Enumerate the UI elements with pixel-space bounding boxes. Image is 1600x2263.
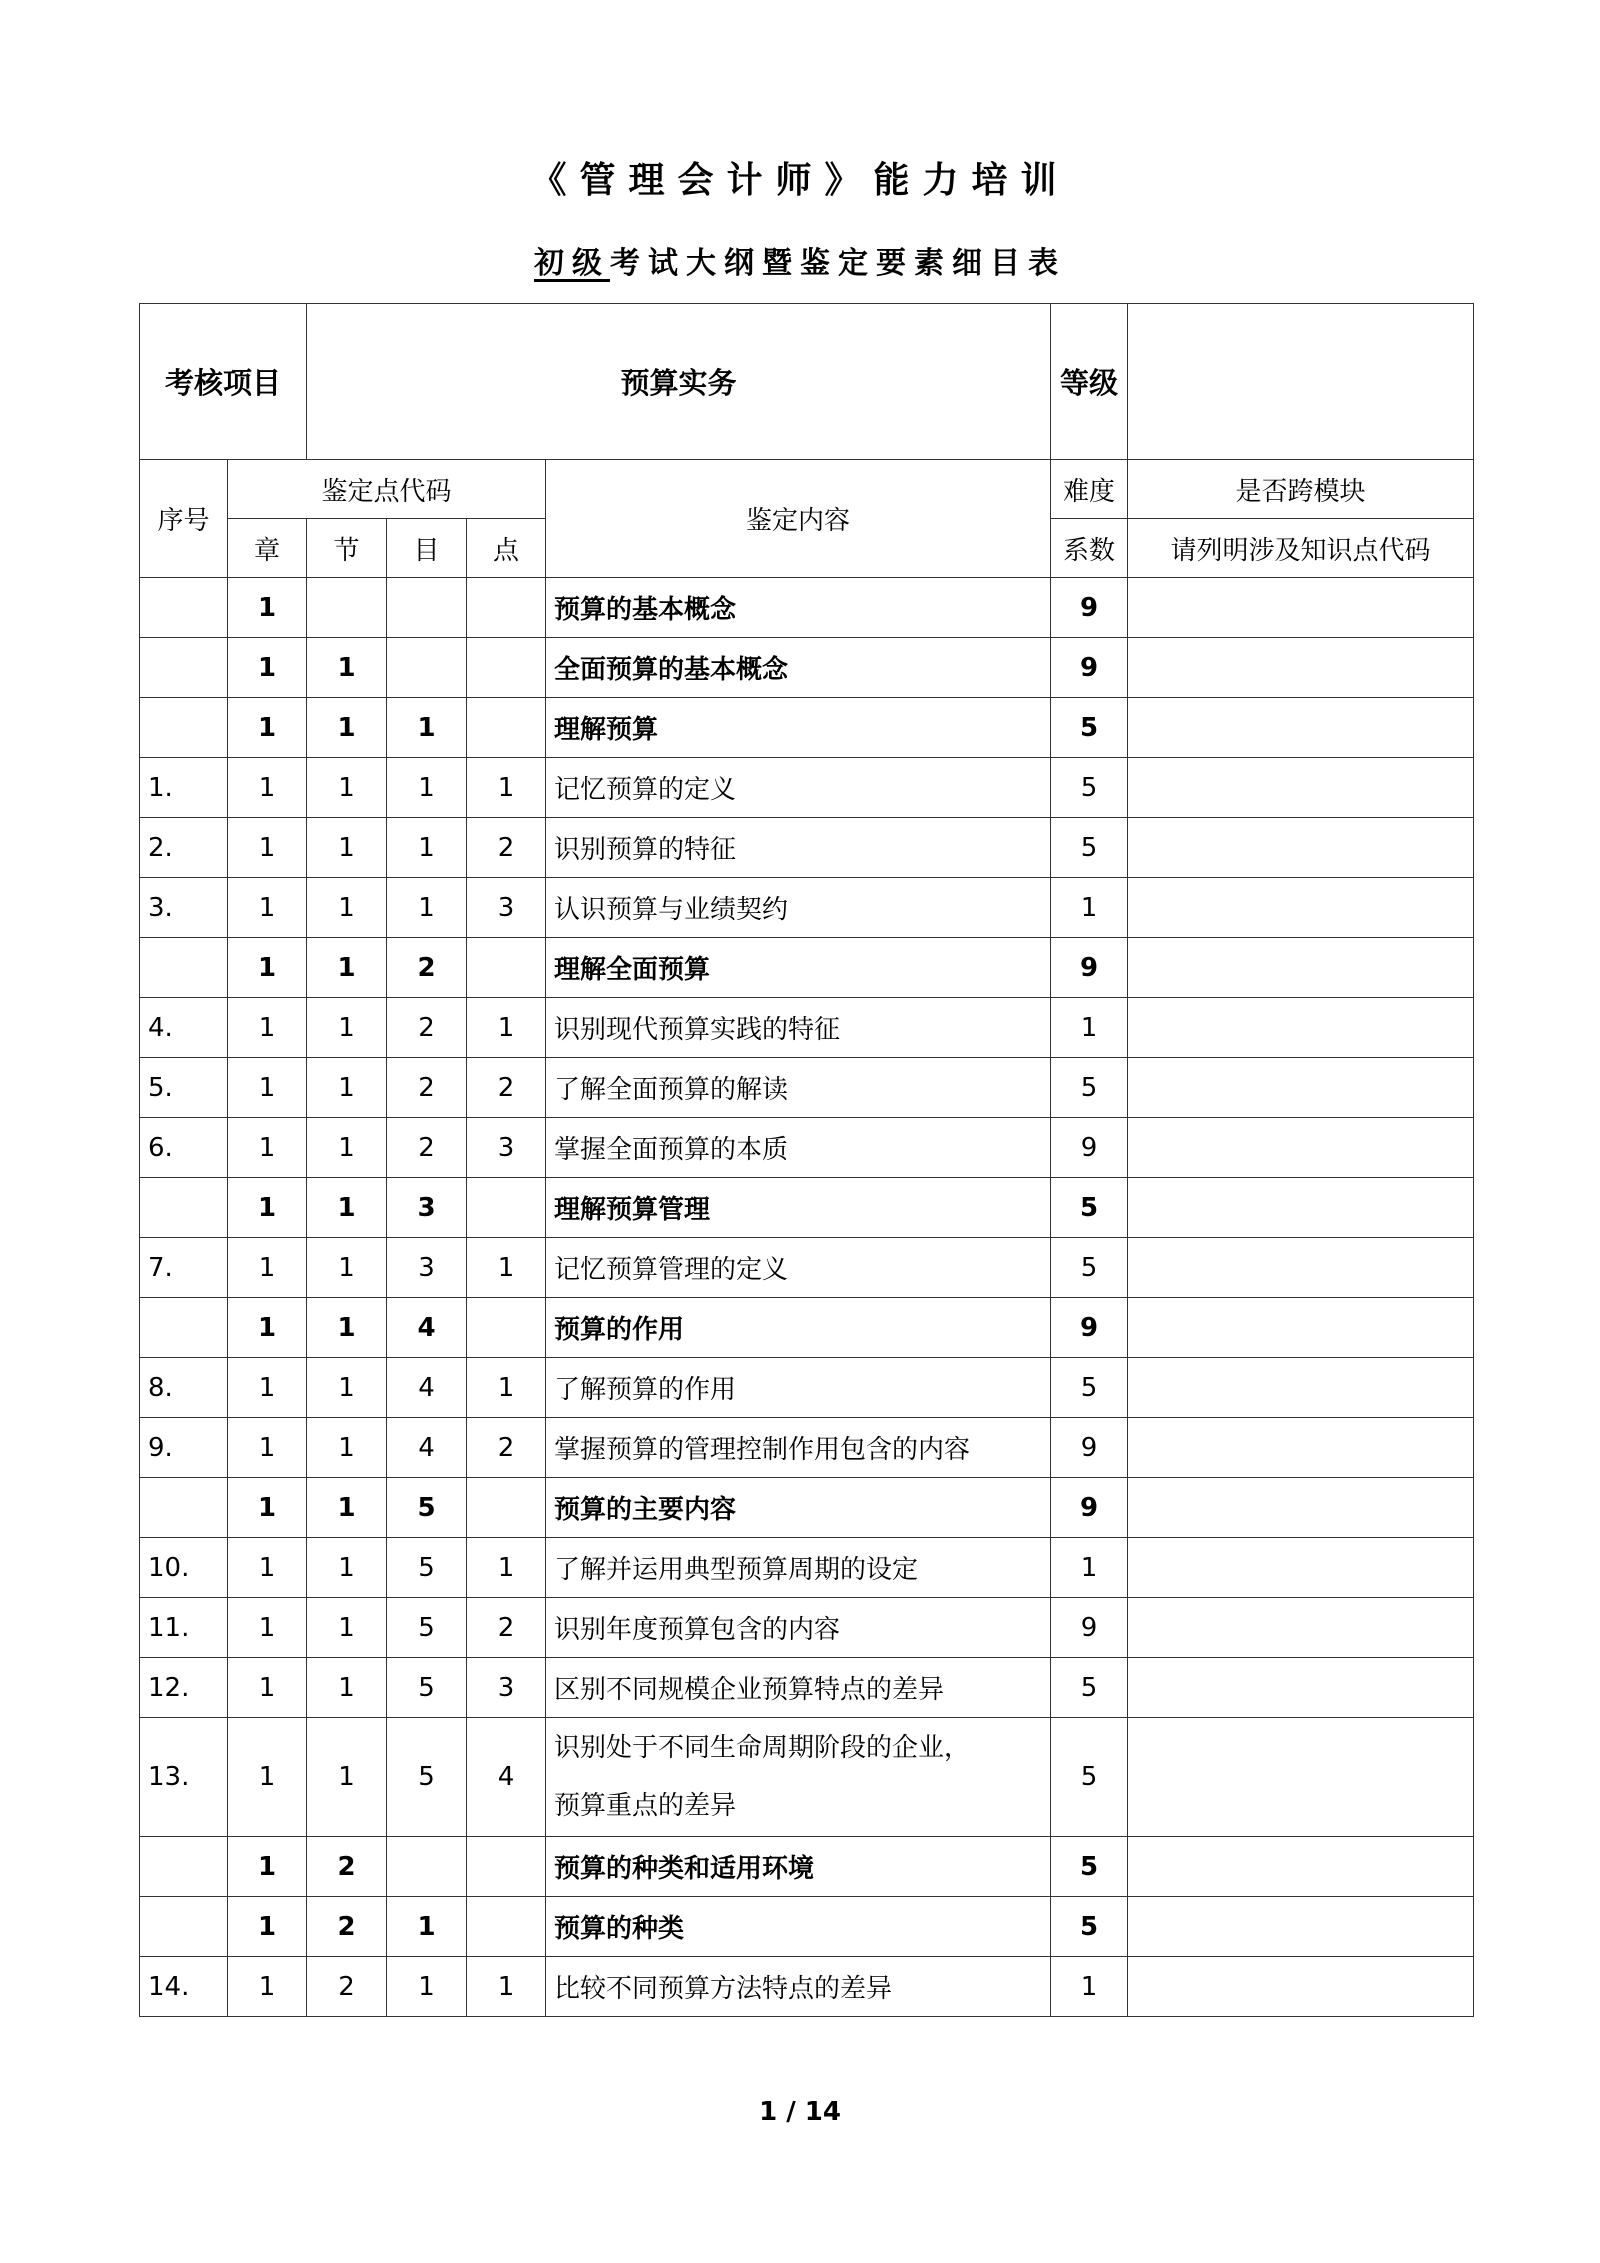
table-row [140, 638, 1474, 698]
table-row [140, 1718, 1474, 1837]
col-cross-header-top: 是否跨模块 [1128, 460, 1474, 519]
row-item: 1 [387, 1957, 467, 2017]
row-section: 1 [307, 1538, 387, 1598]
project-label: 考核项目 [140, 304, 307, 460]
row-cross-module [1128, 1058, 1474, 1118]
row-item: 2 [387, 1058, 467, 1118]
row-seq: 12. [140, 1658, 228, 1718]
row-chapter: 1 [228, 1658, 307, 1718]
level-label: 等级 [1051, 304, 1128, 460]
syllabus-table [139, 303, 1474, 2017]
row-seq: 9. [140, 1418, 228, 1478]
row-content: 理解预算管理 [546, 1178, 1051, 1238]
row-difficulty: 5 [1051, 1058, 1128, 1118]
row-point: 2 [467, 1058, 546, 1118]
row-section: 1 [307, 1298, 387, 1358]
row-section: 1 [307, 1058, 387, 1118]
row-chapter: 1 [228, 1538, 307, 1598]
table-row [140, 758, 1474, 818]
subtitle-level: 初级 [534, 246, 610, 281]
row-cross-module [1128, 938, 1474, 998]
table-row [140, 938, 1474, 998]
row-cross-module [1128, 1178, 1474, 1238]
row-cross-module [1128, 1358, 1474, 1418]
row-difficulty: 5 [1051, 1358, 1128, 1418]
row-seq: 10. [140, 1538, 228, 1598]
row-cross-module [1128, 578, 1474, 638]
row-chapter: 1 [228, 938, 307, 998]
row-content-line: 识别处于不同生命周期阶段的企业， [554, 1733, 971, 1763]
table-row [140, 1178, 1474, 1238]
row-seq [140, 938, 228, 998]
row-point [467, 1178, 546, 1238]
row-seq: 3. [140, 878, 228, 938]
table-row [140, 1118, 1474, 1178]
row-difficulty: 5 [1051, 1718, 1128, 1837]
row-point [467, 1837, 546, 1897]
row-content: 掌握预算的管理控制作用包含的内容 [546, 1418, 1051, 1478]
row-item: 5 [387, 1478, 467, 1538]
table-row [140, 1538, 1474, 1598]
row-item: 5 [387, 1538, 467, 1598]
row-section: 1 [307, 1238, 387, 1298]
table-row [140, 1418, 1474, 1478]
row-seq: 11. [140, 1598, 228, 1658]
row-chapter: 1 [228, 1837, 307, 1897]
table-row [140, 1598, 1474, 1658]
row-cross-module [1128, 1658, 1474, 1718]
row-cross-module [1128, 878, 1474, 938]
row-point [467, 1897, 546, 1957]
row-seq [140, 638, 228, 698]
col-code-header: 鉴定点代码 [228, 460, 546, 519]
row-section: 1 [307, 938, 387, 998]
row-seq [140, 1837, 228, 1897]
row-difficulty: 9 [1051, 938, 1128, 998]
row-section: 1 [307, 998, 387, 1058]
row-section [307, 578, 387, 638]
row-point: 2 [467, 1598, 546, 1658]
row-point: 4 [467, 1718, 546, 1837]
row-difficulty: 9 [1051, 1418, 1128, 1478]
row-content: 识别现代预算实践的特征 [546, 998, 1051, 1058]
row-cross-module [1128, 1478, 1474, 1538]
row-point: 3 [467, 1118, 546, 1178]
col-difficulty-header-top: 难度 [1051, 460, 1128, 519]
table-row [140, 878, 1474, 938]
row-content: 认识预算与业绩契约 [546, 878, 1051, 938]
row-cross-module [1128, 818, 1474, 878]
row-difficulty: 5 [1051, 818, 1128, 878]
row-seq: 8. [140, 1358, 228, 1418]
row-seq [140, 1897, 228, 1957]
row-difficulty: 5 [1051, 758, 1128, 818]
row-difficulty: 1 [1051, 1538, 1128, 1598]
row-difficulty: 5 [1051, 1178, 1128, 1238]
row-point: 1 [467, 998, 546, 1058]
subtitle-rest: 考试大纲暨鉴定要素细目表 [610, 246, 1066, 281]
row-difficulty: 5 [1051, 1238, 1128, 1298]
row-chapter: 1 [228, 1897, 307, 1957]
table-row [140, 1658, 1474, 1718]
row-difficulty: 5 [1051, 1837, 1128, 1897]
row-seq: 2. [140, 818, 228, 878]
row-difficulty: 1 [1051, 998, 1128, 1058]
row-section: 1 [307, 818, 387, 878]
row-content: 比较不同预算方法特点的差异 [546, 1957, 1051, 2017]
row-difficulty: 9 [1051, 578, 1128, 638]
row-section: 2 [307, 1837, 387, 1897]
table-row [140, 698, 1474, 758]
row-content: 了解预算的作用 [546, 1358, 1051, 1418]
row-chapter: 1 [228, 878, 307, 938]
row-chapter: 1 [228, 1598, 307, 1658]
row-chapter: 1 [228, 1178, 307, 1238]
row-item: 4 [387, 1358, 467, 1418]
row-difficulty: 9 [1051, 1598, 1128, 1658]
row-item: 1 [387, 818, 467, 878]
row-content: 理解全面预算 [546, 938, 1051, 998]
row-difficulty: 5 [1051, 1658, 1128, 1718]
row-chapter: 1 [228, 1118, 307, 1178]
row-cross-module [1128, 998, 1474, 1058]
row-point: 1 [467, 1238, 546, 1298]
row-cross-module [1128, 1718, 1474, 1837]
row-section: 1 [307, 698, 387, 758]
row-seq [140, 1178, 228, 1238]
col-chapter-header: 章 [228, 519, 307, 578]
row-difficulty: 1 [1051, 1957, 1128, 2017]
row-item [387, 578, 467, 638]
row-point: 1 [467, 1358, 546, 1418]
row-chapter: 1 [228, 1298, 307, 1358]
table-row [140, 1837, 1474, 1897]
row-content: 了解并运用典型预算周期的设定 [546, 1538, 1051, 1598]
row-seq: 5. [140, 1058, 228, 1118]
row-seq [140, 698, 228, 758]
row-seq: 1. [140, 758, 228, 818]
row-content [546, 1718, 1051, 1837]
row-item: 5 [387, 1658, 467, 1718]
row-content: 预算的种类 [546, 1897, 1051, 1957]
col-item-header: 目 [387, 519, 467, 578]
row-cross-module [1128, 1118, 1474, 1178]
row-cross-module [1128, 1897, 1474, 1957]
col-cross-header-bottom: 请列明涉及知识点代码 [1128, 519, 1474, 578]
row-section: 1 [307, 1718, 387, 1837]
row-seq: 7. [140, 1238, 228, 1298]
project-value: 预算实务 [307, 304, 1051, 460]
row-point [467, 638, 546, 698]
row-seq [140, 578, 228, 638]
column-header-row-1 [140, 460, 1474, 519]
row-item: 4 [387, 1298, 467, 1358]
row-difficulty: 9 [1051, 1478, 1128, 1538]
row-difficulty: 9 [1051, 1298, 1128, 1358]
table-row [140, 1298, 1474, 1358]
row-chapter: 1 [228, 1418, 307, 1478]
row-item: 3 [387, 1238, 467, 1298]
row-section: 1 [307, 1178, 387, 1238]
row-seq: 14. [140, 1957, 228, 2017]
table-row [140, 998, 1474, 1058]
row-seq: 4. [140, 998, 228, 1058]
table-row [140, 1478, 1474, 1538]
table-row [140, 1957, 1474, 2017]
row-cross-module [1128, 638, 1474, 698]
row-point [467, 1298, 546, 1358]
row-chapter: 1 [228, 758, 307, 818]
row-difficulty: 9 [1051, 1118, 1128, 1178]
table-row [140, 1358, 1474, 1418]
row-chapter: 1 [228, 1058, 307, 1118]
row-content: 记忆预算的定义 [546, 758, 1051, 818]
row-section: 1 [307, 1598, 387, 1658]
col-seq-header: 序号 [140, 460, 228, 578]
row-section: 1 [307, 638, 387, 698]
row-cross-module [1128, 1418, 1474, 1478]
row-section: 1 [307, 1118, 387, 1178]
row-content: 预算的作用 [546, 1298, 1051, 1358]
row-chapter: 1 [228, 1718, 307, 1837]
row-seq [140, 1298, 228, 1358]
row-chapter: 1 [228, 1478, 307, 1538]
row-content: 掌握全面预算的本质 [546, 1118, 1051, 1178]
row-point: 2 [467, 1418, 546, 1478]
row-point: 3 [467, 1658, 546, 1718]
row-item: 1 [387, 698, 467, 758]
row-chapter: 1 [228, 1358, 307, 1418]
row-content: 全面预算的基本概念 [546, 638, 1051, 698]
col-section-header: 节 [307, 519, 387, 578]
row-item: 2 [387, 1118, 467, 1178]
row-chapter: 1 [228, 1238, 307, 1298]
table-row [140, 578, 1474, 638]
row-cross-module [1128, 1837, 1474, 1897]
row-chapter: 1 [228, 1957, 307, 2017]
row-item: 1 [387, 758, 467, 818]
row-content: 记忆预算管理的定义 [546, 1238, 1051, 1298]
row-item: 4 [387, 1418, 467, 1478]
row-cross-module [1128, 1598, 1474, 1658]
row-seq: 6. [140, 1118, 228, 1178]
row-section: 1 [307, 1358, 387, 1418]
row-difficulty: 1 [1051, 878, 1128, 938]
table-row [140, 1058, 1474, 1118]
row-point [467, 1478, 546, 1538]
row-content: 理解预算 [546, 698, 1051, 758]
row-cross-module [1128, 758, 1474, 818]
table-row [140, 1897, 1474, 1957]
row-content: 区别不同规模企业预算特点的差异 [546, 1658, 1051, 1718]
row-section: 2 [307, 1897, 387, 1957]
col-content-header: 鉴定内容 [546, 460, 1051, 578]
table-row [140, 1238, 1474, 1298]
row-cross-module [1128, 1538, 1474, 1598]
row-item: 2 [387, 998, 467, 1058]
row-difficulty: 5 [1051, 1897, 1128, 1957]
row-section: 1 [307, 878, 387, 938]
row-content: 预算的主要内容 [546, 1478, 1051, 1538]
row-chapter: 1 [228, 698, 307, 758]
row-content-line: 预算重点的差异 [554, 1791, 737, 1821]
row-point: 1 [467, 758, 546, 818]
row-item: 3 [387, 1178, 467, 1238]
row-section: 1 [307, 1478, 387, 1538]
row-seq [140, 1478, 228, 1538]
row-point [467, 578, 546, 638]
row-content: 预算的基本概念 [546, 578, 1051, 638]
row-difficulty: 9 [1051, 638, 1128, 698]
header-row [140, 304, 1474, 460]
row-item: 1 [387, 878, 467, 938]
table-row [140, 818, 1474, 878]
row-item [387, 1837, 467, 1897]
col-point-header: 点 [467, 519, 546, 578]
row-chapter: 1 [228, 818, 307, 878]
row-point: 2 [467, 818, 546, 878]
row-section: 1 [307, 758, 387, 818]
row-section: 1 [307, 1658, 387, 1718]
row-chapter: 1 [228, 578, 307, 638]
row-cross-module [1128, 1238, 1474, 1298]
level-value [1128, 304, 1474, 460]
col-difficulty-header-bottom: 系数 [1051, 519, 1128, 578]
row-point: 1 [467, 1538, 546, 1598]
row-chapter: 1 [228, 638, 307, 698]
row-content: 预算的种类和适用环境 [546, 1837, 1051, 1897]
row-item: 2 [387, 938, 467, 998]
row-item: 1 [387, 1897, 467, 1957]
row-cross-module [1128, 1957, 1474, 2017]
row-content: 识别预算的特征 [546, 818, 1051, 878]
row-item: 5 [387, 1598, 467, 1658]
row-section: 2 [307, 1957, 387, 2017]
row-cross-module [1128, 698, 1474, 758]
row-section: 1 [307, 1418, 387, 1478]
row-point: 3 [467, 878, 546, 938]
page-number: 1 / 14 [759, 2097, 841, 2127]
row-seq: 13. [140, 1718, 228, 1837]
row-chapter: 1 [228, 998, 307, 1058]
row-point: 1 [467, 1957, 546, 2017]
row-point [467, 938, 546, 998]
document-title: 《管理会计师》能力培训 [530, 160, 1070, 201]
row-item [387, 638, 467, 698]
row-content: 识别年度预算包含的内容 [546, 1598, 1051, 1658]
row-difficulty: 5 [1051, 698, 1128, 758]
row-cross-module [1128, 1298, 1474, 1358]
row-content: 了解全面预算的解读 [546, 1058, 1051, 1118]
document-subtitle [0, 238, 1600, 282]
row-point [467, 698, 546, 758]
row-item: 5 [387, 1718, 467, 1837]
